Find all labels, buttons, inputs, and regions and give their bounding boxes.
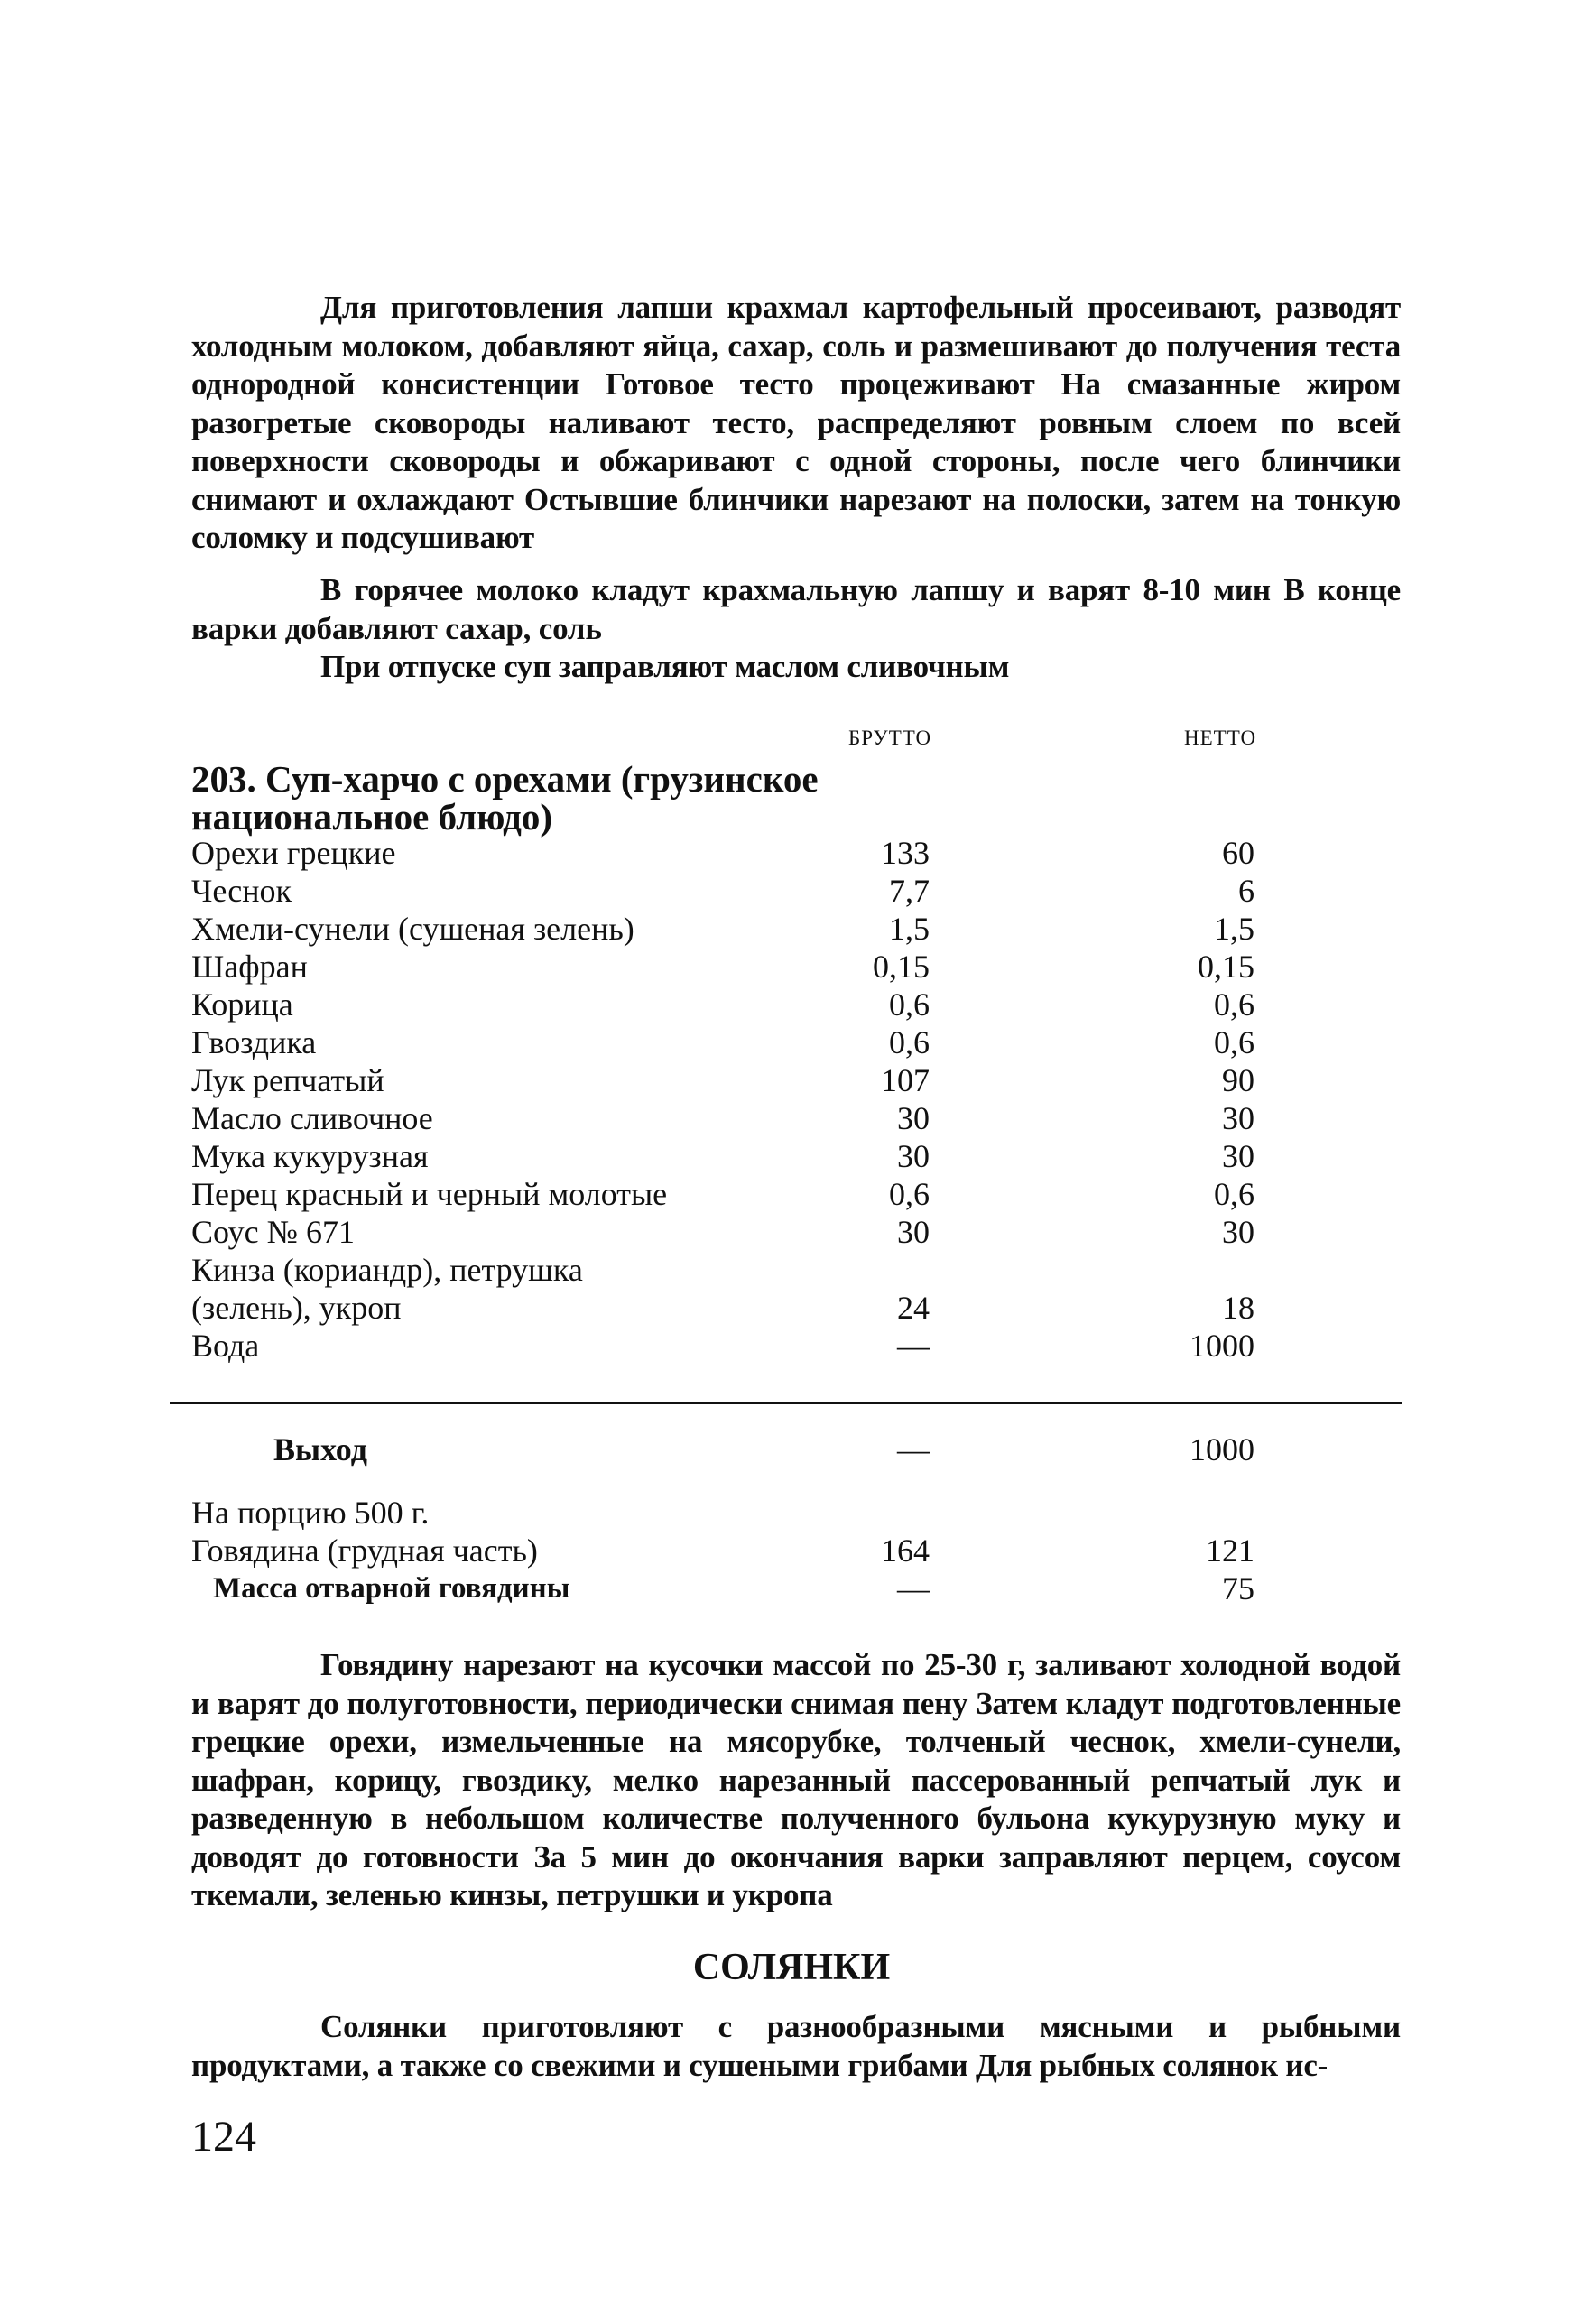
ingredient-name: Лук репчатый: [191, 1062, 384, 1098]
ingredient-brutto: 30: [897, 1138, 930, 1174]
table-row: [0, 1213, 1583, 1251]
ingredient-netto: 0,6: [1214, 1024, 1254, 1060]
boiled-beef-netto: 75: [1222, 1570, 1254, 1606]
ingredient-netto: 30: [1222, 1138, 1254, 1174]
ingredient-netto: 18: [1222, 1290, 1254, 1326]
section-heading: СОЛЯНКИ: [692, 1947, 891, 1988]
ingredient-name: Масло сливочное: [191, 1100, 433, 1136]
page-number: 124: [191, 2113, 256, 2161]
ingredient-netto: 0,6: [1214, 986, 1254, 1023]
boiled-beef-name: Масса отварной говядины: [213, 1572, 570, 1605]
beef-brutto: 164: [881, 1532, 930, 1569]
table-row: [0, 1023, 1583, 1061]
ingredient-brutto: 0,6: [889, 1176, 930, 1212]
ingredient-name: Гвоздика: [191, 1024, 317, 1060]
ingredient-brutto: 133: [881, 835, 930, 871]
recipe-title: 203. Суп-харчо с орехами (грузинское национальное блюдо): [191, 758, 819, 838]
ingredient-brutto: 30: [897, 1100, 930, 1136]
table-row: [0, 1137, 1583, 1175]
ingredient-brutto: 0,6: [889, 1024, 930, 1060]
ingredient-name: (зелень), укроп: [191, 1290, 402, 1326]
table-row: [0, 872, 1583, 910]
table-divider: [170, 1402, 1402, 1404]
ingredient-netto: 0,15: [1198, 949, 1254, 985]
ingredient-name: Перец красный и черный молотые: [191, 1176, 668, 1212]
table-row: [0, 948, 1583, 986]
ingredient-name: Чеснок: [191, 873, 292, 909]
column-header-netto: НЕТТО: [1184, 727, 1257, 749]
ingredient-brutto: 0,15: [873, 949, 930, 985]
ingredient-name: Шафран: [191, 949, 308, 985]
portion-note-row: [0, 1494, 1583, 1532]
table-row: [0, 1175, 1583, 1213]
yield-row: [0, 1431, 1583, 1468]
table-row: [0, 986, 1583, 1023]
yield-brutto: —: [897, 1431, 930, 1468]
portion-note: На порцию 500 г.: [191, 1495, 430, 1531]
ingredient-brutto: 30: [897, 1214, 930, 1250]
ingredient-netto: 6: [1238, 873, 1254, 909]
ingredient-name: Хмели-сунели (сушеная зелень): [191, 911, 634, 947]
ingredient-netto: 30: [1222, 1214, 1254, 1250]
ingredient-brutto: 1,5: [889, 911, 930, 947]
beef-netto: 121: [1206, 1532, 1254, 1569]
intro-paragraph-3: При отпуске суп заправляют маслом сливочным: [320, 649, 1010, 684]
ingredient-name: Соус № 671: [191, 1214, 355, 1250]
method-paragraph: Говядину нарезают на кусочки массой по 25-30 г, заливают холодной водой и варят до полуготовности, периодически снимая пену Затем кладут подготовленные грецкие орехи, измельченные на мясорубке, толченый чеснок, хмели-сунели, шафран, корицу, гвоздику, мелко нарезанный пассерованный репчатый лук и разведенную в небольшом количестве полученного бульона кукурузную муку и доводят до готовности За 5 мин до окончания варки заправляют перцем, соусом ткемали, зеленью кинзы, петрушки и укропа: [191, 1647, 1401, 1912]
table-row: [0, 1289, 1583, 1327]
ingredient-netto: 60: [1222, 835, 1254, 871]
intro-paragraph-1: Для приготовления лапши крахмал картофельный просеивают, разводят холодным молоком, добавляют яйца, сахар, соль и размешивают до получения теста однородной консистенции Готовое тесто процеживают На смазанные жиром разогретые сковороды наливают тесто, распределяют ровным слоем по всей поверхности сковороды и обжаривают с одной стороны, после чего блинчики снимают и охлаждают Остывшие блинчики нарезают на полоски, затем на тонкую соломку и подсушивают: [191, 290, 1401, 555]
ingredient-netto: 90: [1222, 1062, 1254, 1098]
ingredient-netto: 30: [1222, 1100, 1254, 1136]
column-header-brutto: БРУТТО: [848, 727, 932, 749]
table-row: [0, 834, 1583, 872]
section-paragraph: Солянки приготовляют с разнообразными мясными и рыбными продуктами, а также со свежими и сушеными грибами Для рыбных солянок ис-: [191, 2009, 1401, 2083]
beef-row: [0, 1532, 1583, 1569]
ingredient-name: Орехи грецкие: [191, 835, 396, 871]
table-row: [0, 910, 1583, 948]
ingredient-name: Вода: [191, 1328, 260, 1364]
yield-netto: 1000: [1190, 1431, 1254, 1468]
ingredient-brutto: 7,7: [889, 873, 930, 909]
ingredient-netto: 1,5: [1214, 911, 1254, 947]
ingredient-name: Мука кукурузная: [191, 1138, 429, 1174]
table-row: [0, 1099, 1583, 1137]
ingredient-brutto: —: [897, 1328, 930, 1364]
ingredient-name: Кинза (кориандр), петрушка: [191, 1252, 583, 1288]
intro-paragraph-2: В горячее молоко кладут крахмальную лапшу и варят 8-10 мин В конце варки добавляют сахар, соль: [191, 572, 1401, 646]
table-row: [0, 1327, 1583, 1365]
beef-name: Говядина (грудная часть): [191, 1532, 538, 1569]
ingredient-netto: 1000: [1190, 1328, 1254, 1364]
ingredient-brutto: 0,6: [889, 986, 930, 1023]
yield-label: Выход: [273, 1431, 367, 1468]
boiled-beef-row: [0, 1569, 1583, 1607]
ingredient-name: Корица: [191, 986, 293, 1023]
table-row: [0, 1251, 1583, 1289]
table-row: [0, 1061, 1583, 1099]
ingredient-netto: 0,6: [1214, 1176, 1254, 1212]
boiled-beef-brutto: —: [897, 1570, 930, 1606]
ingredient-brutto: 107: [881, 1062, 930, 1098]
ingredient-brutto: 24: [897, 1290, 930, 1326]
